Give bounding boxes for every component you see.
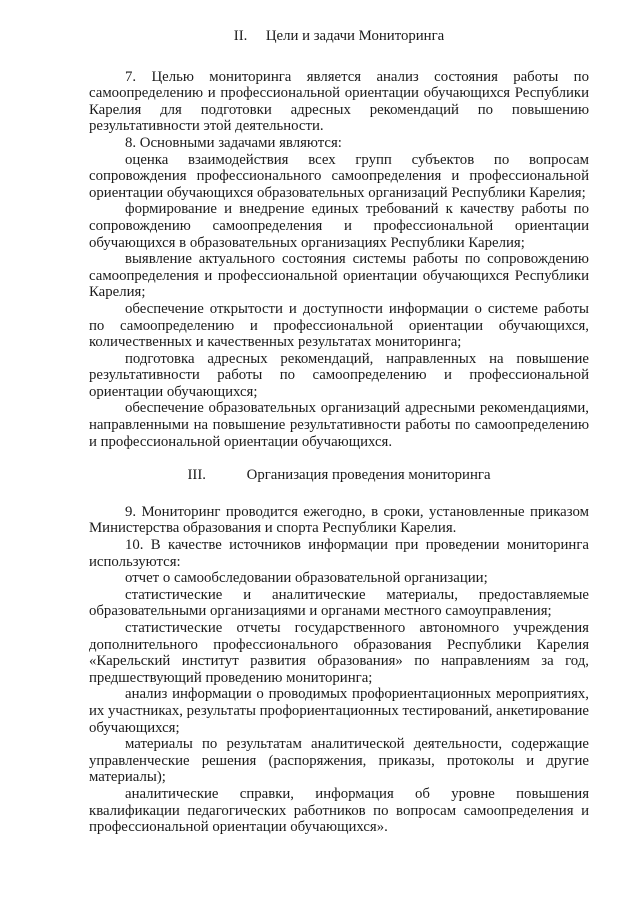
source-item-statistical-reports: статистические отчеты государственного автономного учреждения дополнительного профессионального образования Республики Карелия «Карельский институт развития образования» по направлениям за год, предшествующий проведению мониторинга; (89, 620, 589, 686)
source-item-analytical-materials: материалы по результатам аналитической деятельности, содержащие управленческие решения (распоряжения, приказы, протоколы и другие материалы); (89, 736, 589, 786)
source-item-qualification-reports: аналитические справки, информация об уровне повышения квалификации педагогических работников по вопросам самоопределения и профессиональной ориентации обучающихся». (89, 785, 589, 836)
task-item-openness: обеспечение открытости и доступности информации о системе работы по самоопределению и профессиональной ориентации обучающихся, количественных и качественных результатах мониторинга; (89, 300, 589, 351)
task-item-requirements: формирование и внедрение единых требований к качеству работы по сопровождению самоопределения и профессиональной ориентации обучающихся в образовательных организациях Республики Карелия; (89, 201, 589, 251)
task-item-recommendations: подготовка адресных рекомендаций, направленных на повышение результативности работы по самоопределению и профессиональной ориентации обучающихся; (89, 350, 589, 400)
section-heading-goals: II. Цели и задачи Мониторинга (233, 28, 445, 44)
source-item-event-analysis: анализ информации о проводимых профориентационных мероприятиях, их участниках, результаты профориентационных тестирований, анкетирование обучающихся; (89, 686, 589, 736)
task-item-assessment: оценка взаимодействия всех групп субъектов по вопросам сопровождения профессионального самоопределения и профессиональной ориентации обучающихся образовательных организаций Республики Карелия; (89, 151, 589, 201)
source-item-self-report: отчет о самообследовании образовательной организации; (125, 570, 488, 587)
section-organization-body (89, 504, 589, 836)
paragraph-9-schedule: 9. Мониторинг проводится ежегодно, в сроки, установленные приказом Министерства образования и спорта Республики Карелия. (89, 503, 589, 537)
task-item-identification: выявление актуального состояния системы работы по сопровождению самоопределения и профессиональной ориентации обучающихся Республики Карелия; (89, 251, 589, 301)
source-item-statistical-materials: статистические и аналитические материалы, предоставляемые образовательными организациями и органами местного самоуправления; (89, 586, 589, 620)
task-item-provision: обеспечение образовательных организаций адресными рекомендациями, направленными на повышение результативности работы по самоопределению и профессиональной ориентации обучающихся. (89, 400, 589, 450)
section-heading-organization: III. Организация проведения мониторинга (187, 467, 491, 484)
paragraph-8-tasks-intro: 8. Основными задачами являются: (125, 134, 342, 151)
document-page (89, 28, 589, 836)
section-goals-body (89, 69, 589, 451)
paragraph-10-sources-intro: 10. В качестве источников информации при проведении мониторинга используются: (89, 537, 589, 570)
paragraph-7-goal: 7. Целью мониторинга является анализ состояния работы по самоопределению и профессиональной ориентации обучающихся Республики Карелия для подготовки адресных рекомендаций по повышению результативности этой деятельности. (89, 68, 589, 135)
